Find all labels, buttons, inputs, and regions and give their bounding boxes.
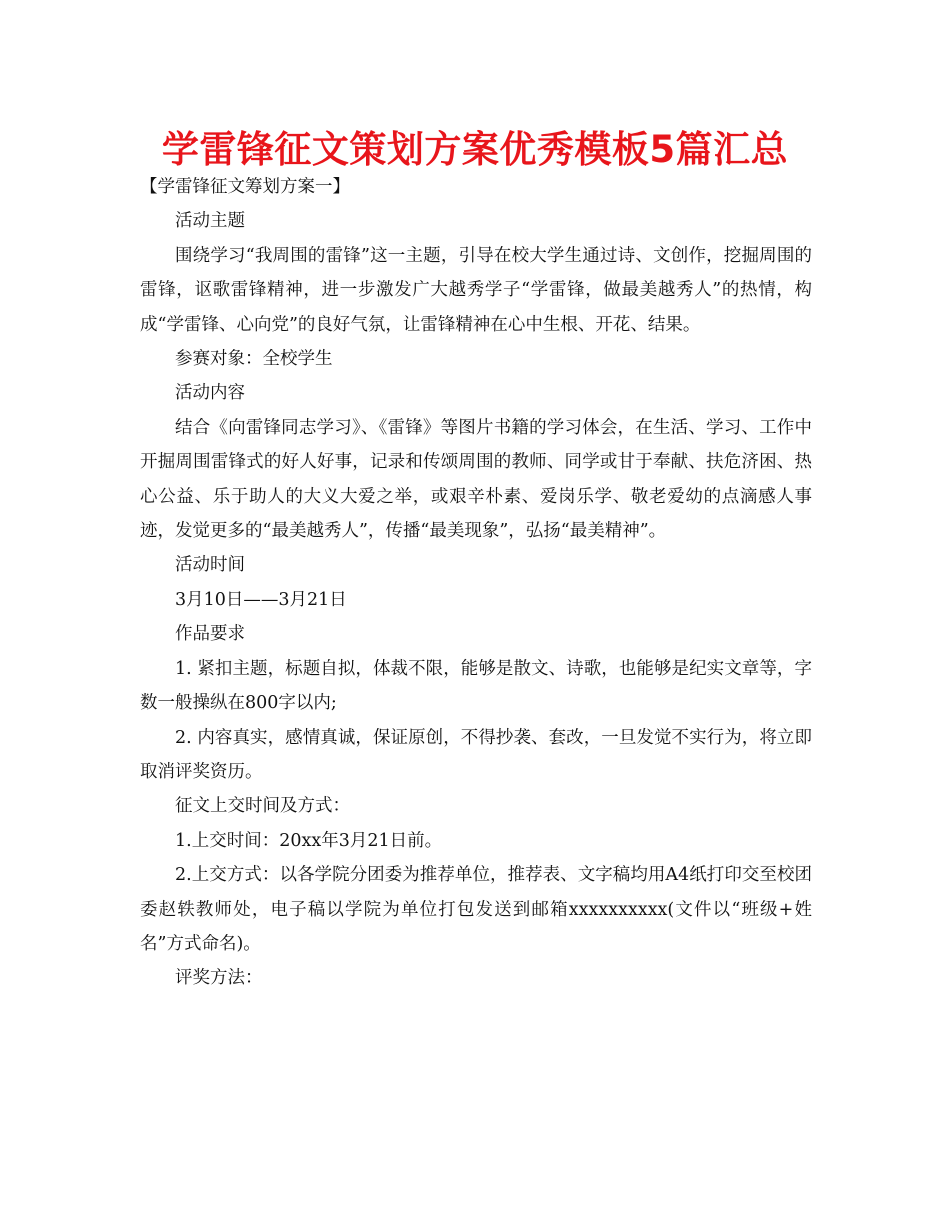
document-body [140, 170, 812, 996]
paragraph: 2. 内容真实，感情真诚，保证原创，不得抄袭、套改，一旦发觉不实行为，将立即取消评奖资历。 [140, 727, 812, 782]
document-title: 学雷锋征文策划方案优秀模板5篇汇总 [161, 128, 789, 171]
paragraph: 2.上交方式：以各学院分团委为推荐单位，推荐表、文字稿均用A4纸打印交至校团委赵轶教师处，电子稿以学院为单位打包发送到邮箱xxxxxxxxxx(文件以“班级+姓名”方式命名)。 [140, 865, 812, 954]
paragraph-heading: 活动内容 [175, 383, 245, 404]
paragraph-heading: 活动时间 [175, 555, 245, 576]
paragraph-heading: 活动主题 [175, 211, 245, 232]
paragraph-heading: 评奖方法： [175, 968, 263, 989]
section-heading: 【学雷锋征文筹划方案一】 [140, 177, 350, 197]
paragraph: 参赛对象：全校学生 [175, 349, 333, 370]
paragraph: 1. 紧扣主题，标题自拟，体裁不限，能够是散文、诗歌，也能够是纪实文章等，字数一般操纵在800字以内; [140, 658, 812, 714]
paragraph-heading: 征文上交时间及方式： [175, 796, 350, 817]
paragraph: 3月10日——3月21日 [175, 589, 347, 610]
paragraph: 结合《向雷锋同志学习》、《雷锋》等图片书籍的学习体会，在生活、学习、工作中开掘周围雷锋式的好人好事，记录和传颂周围的教师、同学或甘于奉献、扶危济困、热心公益、乐于助人的大义大爱之举，或艰辛朴素、爱岗乐学、敬老爱幼的点滴感人事迹，发觉更多的“最美越秀人”，传播“最美现象”，弘扬“最美精神”。 [140, 417, 812, 542]
paragraph: 围绕学习“我周围的雷锋”这一主题，引导在校大学生通过诗、文创作，挖掘周围的雷锋，讴歌雷锋精神，进一步激发广大越秀学子“学雷锋，做最美越秀人”的热情，构成“学雷锋、心向党”的良好气氛，让雷锋精神在心中生根、开花、结果。 [140, 245, 812, 335]
paragraph: 1.上交时间：20xx年3月21日前。 [175, 830, 443, 851]
paragraph-heading: 作品要求 [175, 624, 245, 645]
